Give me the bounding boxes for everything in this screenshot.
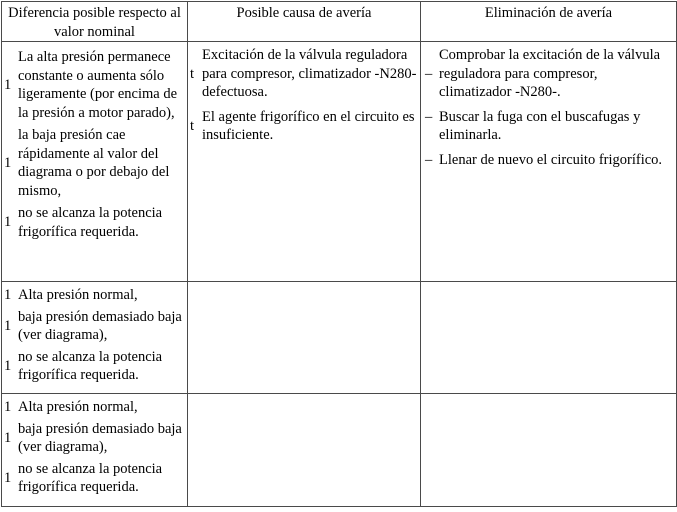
remedy-cell xyxy=(421,394,677,507)
difference-text: baja presión demasiado baja (ver diagrama), xyxy=(18,420,182,455)
bullet-marker: – xyxy=(425,65,433,82)
bullet-marker: 1 xyxy=(4,287,12,303)
list-item xyxy=(2,460,187,497)
list-item xyxy=(2,420,187,457)
bullet-marker: t xyxy=(190,117,195,134)
bullet-marker: t xyxy=(190,65,195,82)
header-difference: Diferencia posible respecto al valor nominal xyxy=(2,2,188,42)
difference-text: no se alcanza la potencia frigorífica requerida. xyxy=(18,348,163,383)
list-item xyxy=(2,286,187,305)
fault-table xyxy=(1,1,677,507)
bullet-marker: 1 xyxy=(4,317,12,334)
cause-cell xyxy=(188,42,421,282)
header-remedy: Eliminación de avería xyxy=(421,2,677,42)
remedy-cell xyxy=(421,282,677,394)
difference-text: Alta presión normal, xyxy=(18,287,138,303)
list-item xyxy=(2,308,187,345)
difference-text: no se alcanza la potencia frigorífica requerida. xyxy=(18,460,163,495)
difference-text: baja presión demasiado baja (ver diagrama), xyxy=(18,308,182,343)
difference-text: La alta presión permanece constante o aumenta sólo ligeramente (por encima de la presión a motor parado), xyxy=(18,49,178,121)
list-item xyxy=(421,151,676,170)
cause-text: El agente frigorífico en el circuito es insuficiente. xyxy=(202,108,415,143)
cause-cell xyxy=(188,394,421,507)
table-row xyxy=(2,394,677,507)
list-item xyxy=(188,46,420,102)
bullet-marker: 1 xyxy=(4,214,12,231)
bullet-marker: – xyxy=(425,151,433,168)
difference-text: Alta presión normal, xyxy=(18,399,138,415)
list-item xyxy=(421,108,676,145)
list-item xyxy=(2,204,187,241)
list-item xyxy=(2,48,187,122)
difference-cell xyxy=(2,394,188,507)
list-item xyxy=(2,348,187,385)
cause-cell xyxy=(188,282,421,394)
remedy-cell xyxy=(421,42,677,282)
difference-text: la baja presión cae rápidamente al valor del diagrama o por debajo del mismo, xyxy=(18,127,170,199)
remedy-text: Buscar la fuga con el buscafugas y eliminarla. xyxy=(439,108,641,143)
bullet-marker: – xyxy=(425,108,433,125)
bullet-marker: 1 xyxy=(4,399,12,415)
remedy-text: Comprobar la excitación de la válvula reguladora para compresor, climatizador -N280-. xyxy=(439,47,661,100)
difference-text: no se alcanza la potencia frigorífica requerida. xyxy=(18,205,163,240)
difference-cell xyxy=(2,282,188,394)
remedy-text: Llenar de nuevo el circuito frigorífico. xyxy=(439,151,663,168)
list-item xyxy=(2,398,187,417)
list-item xyxy=(2,126,187,200)
cause-text: Excitación de la válvula reguladora para compresor, climatizador -N280- defectuosa. xyxy=(202,47,417,100)
table-row xyxy=(2,282,677,394)
header-row xyxy=(2,2,677,42)
list-item xyxy=(421,46,676,102)
bullet-marker: 1 xyxy=(4,154,12,171)
difference-cell xyxy=(2,42,188,282)
header-cause: Posible causa de avería xyxy=(188,2,421,42)
bullet-marker: 1 xyxy=(4,357,12,374)
bullet-marker: 1 xyxy=(4,469,12,486)
bullet-marker: 1 xyxy=(4,429,12,446)
table-row xyxy=(2,42,677,282)
list-item xyxy=(188,108,420,145)
bullet-marker: 1 xyxy=(4,76,12,93)
